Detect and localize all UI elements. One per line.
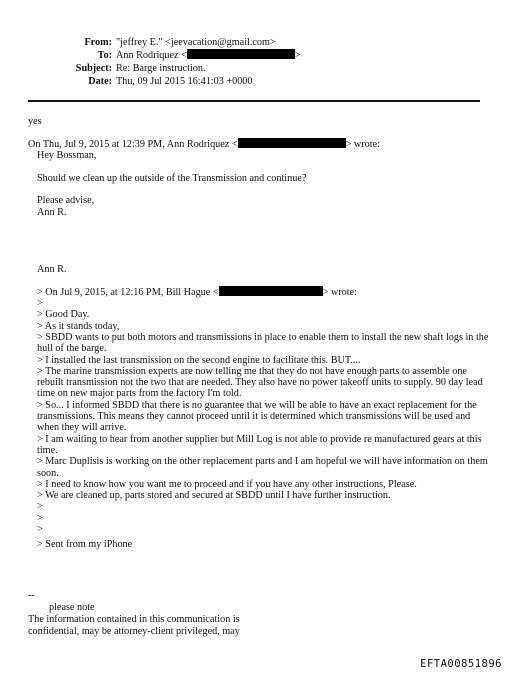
quote1-greeting: Hey Bossman, [37, 150, 97, 161]
quote1-question: Should we clean up the outside of the Transmission and continue? [37, 173, 307, 184]
quote2-line: > Good Day. [37, 309, 90, 321]
document-id: EFTA00851896 [420, 658, 502, 670]
quote1-intro-suffix: > wrote: [345, 139, 380, 150]
to-label: To: [97, 50, 112, 61]
quote2-line: soon. [37, 467, 59, 479]
quote2-line: time. [37, 444, 58, 456]
quote2-line: transmissions. This means they cannot proceed until it is determined which transmissions will be used and [37, 411, 471, 422]
redaction-bar [219, 286, 323, 296]
quote1-closing-name: Ann R. [37, 207, 67, 218]
quote2-line: when they will arrive. [37, 422, 127, 434]
subject-label: Subject: [75, 63, 112, 74]
note-line: The information contained in this communication is [28, 614, 240, 625]
quote1-closing: Please advise, [37, 195, 95, 206]
redaction-bar [187, 49, 295, 59]
to-value-prefix: Ann Rodriquez < [116, 50, 187, 61]
to-value-suffix: > [294, 50, 301, 61]
quote2-line: > Sent from my iPhone [37, 539, 133, 551]
quote2-line: time on new major parts from the factory I'm told. [37, 388, 242, 400]
quote2-intro [37, 286, 357, 299]
date-value: Thu, 09 Jul 2015 16:41:03 +0000 [116, 76, 253, 87]
quote2-line: > As it stands today, [37, 320, 120, 332]
note-title: please note [49, 602, 95, 613]
quote2-line: > [37, 512, 43, 524]
quote2-line: > We are cleaned up, parts stored and secured at SBDD until I have further instruction. [37, 490, 391, 502]
header-divider [28, 100, 480, 102]
quote2-intro-prefix: > On Jul 9, 2015, at 12:16 PM, Bill Hague < [37, 287, 219, 298]
from-label: From: [84, 37, 112, 48]
quote2-intro-suffix: > wrote: [322, 287, 357, 298]
quote2-line: > I am waiting to hear from another supplier but Mill Log is not able to provide re manufactured gears at this [37, 433, 482, 445]
quote2-line: > So... I informed SBDD that there is no guarantee that we will be able to have an exact replacement for the [37, 399, 477, 411]
quote2-line: hull of the barge. [37, 343, 107, 355]
quote1-intro-prefix: On Thu, Jul 9, 2015 at 12:39 PM, Ann Rodriquez < [28, 139, 238, 150]
from-value: "jeffrey E." <jeevacation@gmail.com> [116, 37, 276, 48]
date-label: Date: [88, 76, 112, 87]
note-line: confidential, may be attorney-client privileged, may [28, 626, 240, 637]
quote1-signature: Ann R. [37, 264, 67, 275]
to-value [116, 49, 301, 62]
quote2-line: > I need to know how you want me to proceed and if you have any other instructions, Please. [37, 478, 417, 490]
quote2-line: > I installed the last transmission on the second engine to facilitate this. BUT.... [37, 354, 361, 366]
quote2-line: > [37, 524, 43, 535]
reply-text: yes [28, 116, 42, 127]
quote2-line: rebuilt transmission not the two that are needed. They also have no power takeoff units to supply. 90 day lead [37, 377, 483, 389]
quote2-line: > [37, 298, 43, 309]
redaction-bar [238, 138, 346, 148]
subject-value: Re: Barge instruction. [116, 63, 206, 74]
quote2-line: > SBDD wants to put both motors and transmissions in place to enable them to install the new shaft logs in the [37, 331, 489, 343]
signature-separator: -- [28, 590, 35, 601]
quote2-line: > The marine transmission experts are now telling me that they do not have enough parts to assemble one [37, 365, 467, 377]
quote2-line: > Marc Duplisis is working on the other replacement parts and I am hopeful we will have information on them [37, 456, 488, 468]
quote2-line: > [37, 501, 43, 513]
